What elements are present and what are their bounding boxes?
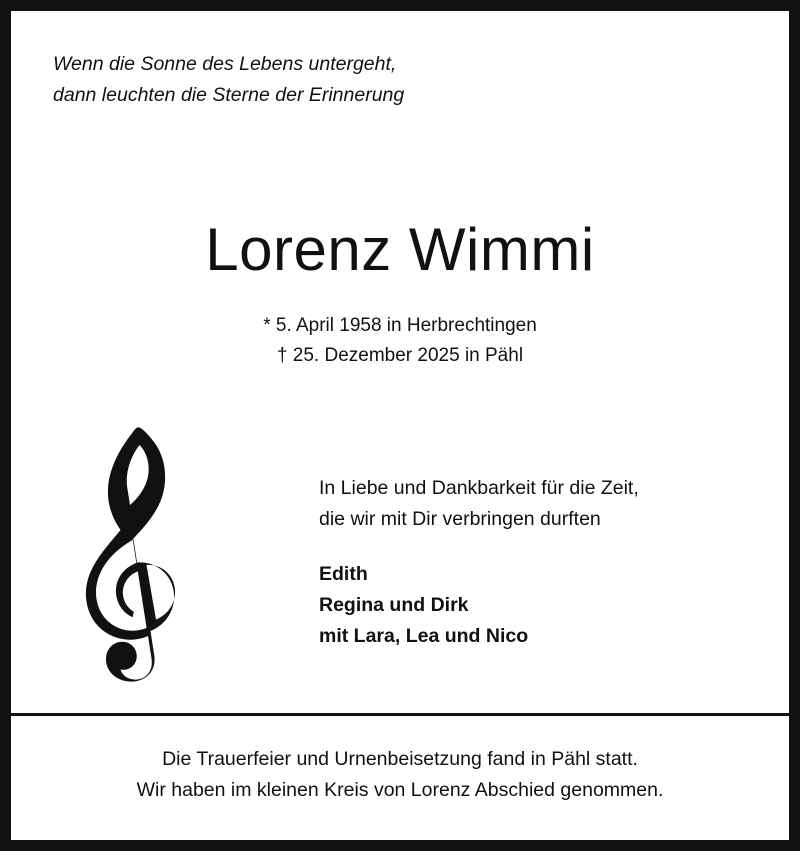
treble-clef-icon	[73, 426, 193, 691]
family-names	[319, 559, 528, 652]
footer-line-2: Wir haben im kleinen Kreis von Lorenz Abschied genommen.	[136, 779, 664, 801]
life-dates	[11, 311, 789, 371]
horizontal-divider	[11, 713, 789, 716]
epitaph	[53, 49, 404, 111]
tribute-line-1: In Liebe und Dankbarkeit für die Zeit,	[319, 477, 639, 499]
family-line-1: Edith	[319, 563, 368, 585]
birth-date: * 5. April 1958 in Herbrechtingen	[263, 315, 537, 336]
footer-line-1: Die Trauerfeier und Urnenbeisetzung fand in Pähl statt.	[162, 748, 638, 770]
deceased-name: Lorenz Wimmi	[205, 216, 595, 283]
death-date: † 25. Dezember 2025 in Pähl	[276, 345, 524, 366]
family-line-3: mit Lara, Lea und Nico	[319, 625, 529, 647]
tribute-line-2: die wir mit Dir verbringen durften	[319, 508, 601, 530]
footer-text	[11, 744, 789, 806]
epitaph-line-1: Wenn die Sonne des Lebens untergeht,	[53, 53, 397, 75]
family-line-2: Regina und Dirk	[319, 594, 469, 616]
epitaph-line-2: dann leuchten die Sterne der Erinnerung	[53, 84, 405, 106]
tribute-text	[319, 473, 639, 535]
notice-inner	[11, 11, 789, 840]
